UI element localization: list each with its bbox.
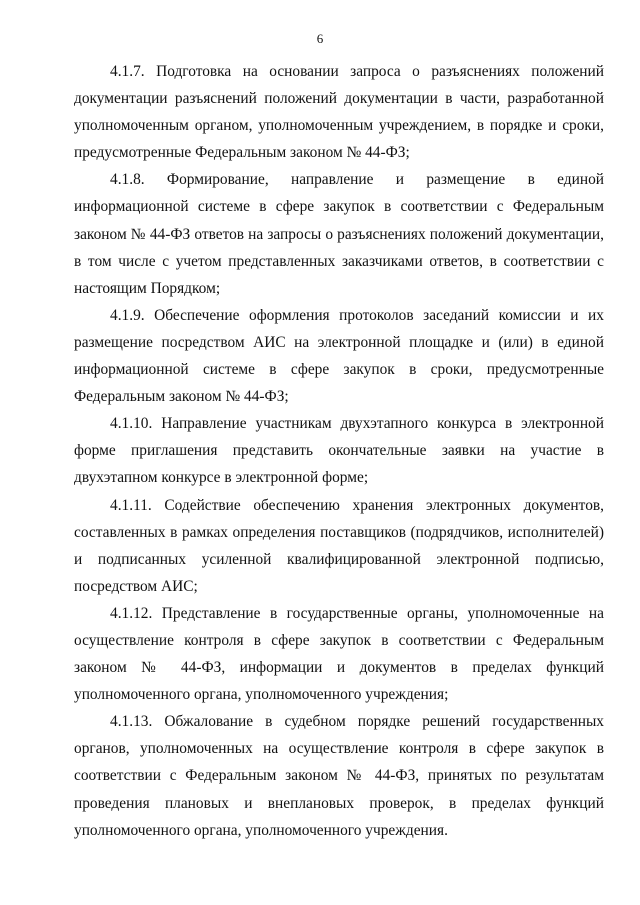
paragraph-4-1-13: 4.1.13. Обжалование в судебном порядке решений государственных органов, уполномоченных на осуществление контроля в сфере закупок в соответствии с Федеральным законом № 44-ФЗ, принятых по результатам проведения плановых и внеплановых проверок, в пределах функций уполномоченного органа, уполномоченного учреждения. (74, 713, 604, 839)
paragraph-4-1-7: 4.1.7. Подготовка на основании запроса о разъяснениях положений документации разъяснений положений документации в части, разработанной уполномоченным органом, уполномоченным учреждением, в порядке и сроки, предусмотренные Федеральным законом № 44-ФЗ; (74, 63, 604, 162)
paragraph-4-1-11: 4.1.11. Содействие обеспечению хранения электронных документов, составленных в рамках определения поставщиков (подрядчиков, исполнителей) и подписанных усиленной квалифицированной электронной подписью, посредством АИС; (74, 496, 604, 595)
paragraph-4-1-8: 4.1.8. Формирование, направление и размещение в единой информационной системе в сфере закупок в соответствии с Федеральным законом № 44-ФЗ ответов на запросы о разъяснениях положений документации, в том числе с учетом представленных заказчиками ответов, в соответствии с настоящим Порядком; (74, 171, 604, 297)
paragraph-4-1-9: 4.1.9. Обеспечение оформления протоколов заседаний комиссии и их размещение посредством АИС на электронной площадке и (или) в единой информационной системе в сфере закупок в сроки, предусмотренные Федеральным законом № 44-ФЗ; (74, 306, 604, 406)
page-number: 6 (316, 31, 324, 46)
paragraph-4-1-12: 4.1.12. Представление в государственные органы, уполномоченные на осуществление контроля в сфере закупок в соответствии с Федеральным законом № 44-ФЗ, информации и документов в пределах функций уполномоченного органа, уполномоченного учреждения; (74, 604, 604, 704)
document-body (74, 58, 604, 844)
paragraph-4-1-10: 4.1.10. Направление участникам двухэтапного конкурса в электронной форме приглашения представить окончательные заявки на участие в двухэтапном конкурсе в электронной форме; (74, 415, 604, 487)
